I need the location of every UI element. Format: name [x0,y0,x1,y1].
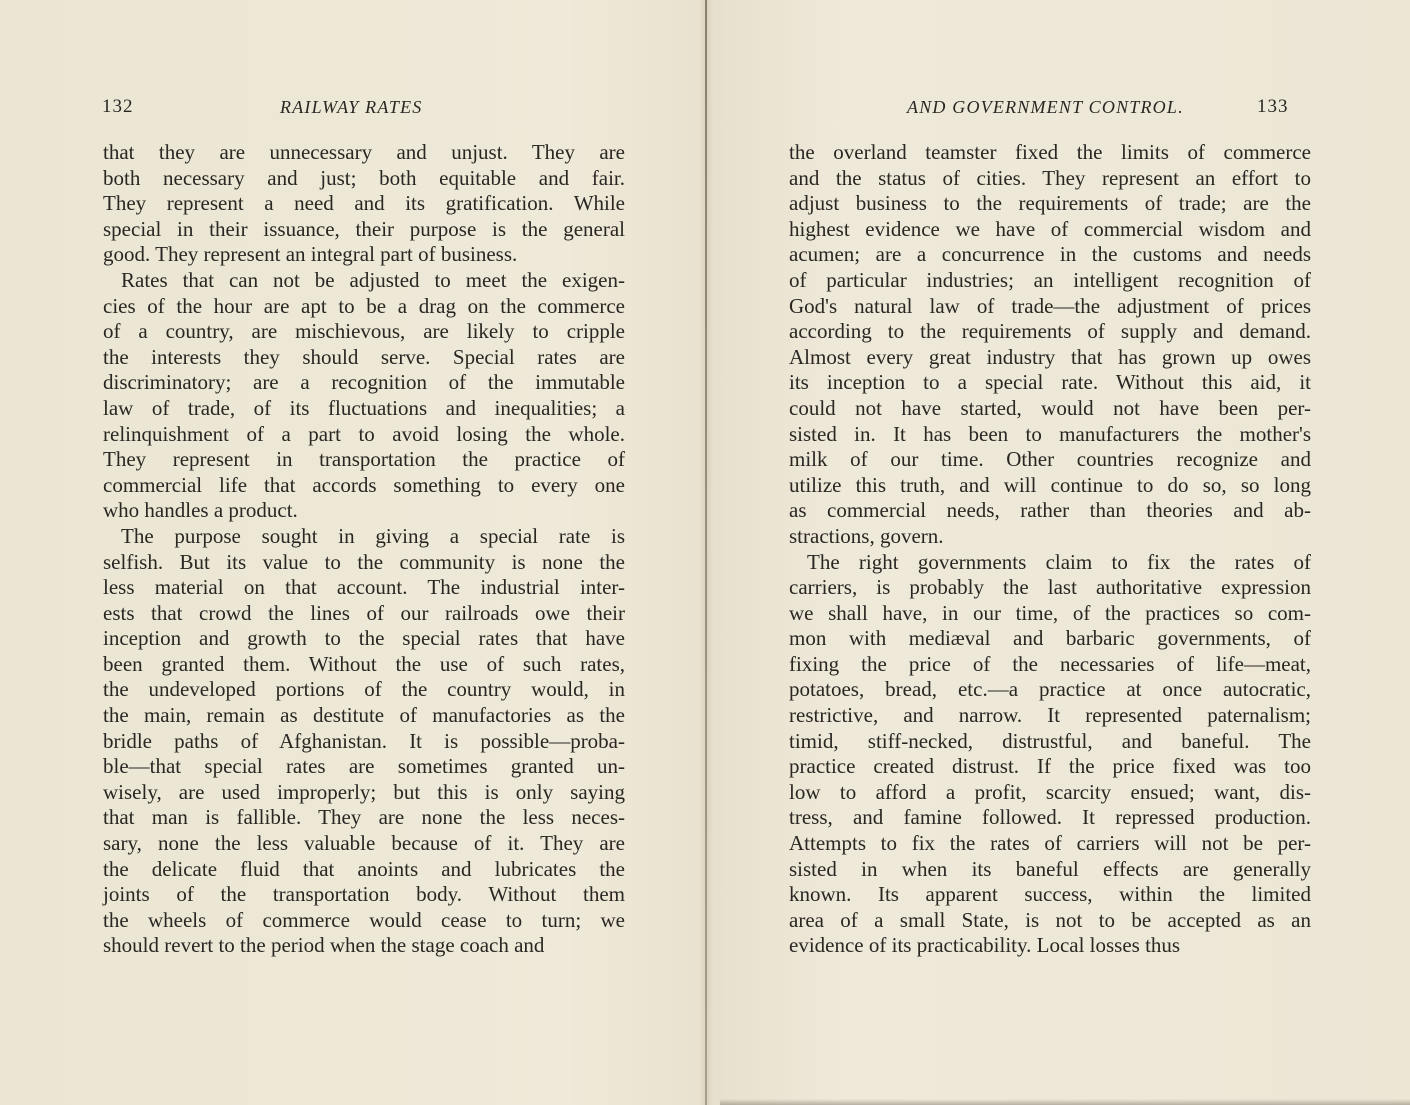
text-line: tress, and famine followed. It repressed production. [789,805,1311,830]
text-line: sary, none the less valuable because of it. They are [103,831,625,856]
text-line: less material on that account. The industrial inter- [103,575,625,600]
text-line: good. They represent an integral part of business. [103,242,518,267]
text-line: the undeveloped portions of the country would, in [103,677,625,702]
text-line: relinquishment of a part to avoid losing the whole. [103,421,625,446]
text-line: milk of our time. Other countries recognize and [789,447,1311,472]
text-line: adjust business to the requirements of trade; are the [789,191,1311,216]
text-line: The purpose sought in giving a special rate is [121,523,625,548]
text-line: inception and growth to the special rates that have [103,626,625,651]
text-line: evidence of its practicability. Local losses thus [789,933,1181,958]
text-line: low to afford a profit, scarcity ensued; want, dis- [789,779,1311,804]
right-running-head [707,96,1410,120]
text-line: They represent in transportation the practice of [103,447,625,472]
text-line: wisely, are used improperly; but this is only saying [103,779,625,804]
text-line: who handles a product. [103,498,298,523]
left-running-title: RAILWAY RATES [280,97,423,117]
right-page [707,0,1410,1105]
text-line: mon with mediæval and barbaric governments, of [789,626,1311,651]
text-line: Rates that can not be adjusted to meet the exigen- [121,267,625,292]
page-bottom-edge [720,1099,1410,1105]
text-line: that man is fallible. They are none the less neces- [103,805,625,830]
text-line: The right governments claim to fix the rates of [807,549,1311,574]
text-line: sisted in. It has been to manufacturers the mother's [789,421,1311,446]
text-line: both necessary and just; both equitable and fair. [103,165,625,190]
text-line: we shall have, in our time, of the practices so com- [789,600,1311,625]
text-line: been granted them. Without the use of such rates, [103,651,625,676]
text-line: could not have started, would not have been per- [789,395,1311,420]
text-line: timid, stiff-necked, distrustful, and baneful. The [789,728,1311,753]
text-line: the overland teamster fixed the limits of commerce [789,140,1311,164]
left-page-number: 132 [102,96,134,117]
text-line: fixing the price of the necessaries of life—meat, [789,651,1311,676]
text-line: restrictive, and narrow. It represented paternalism; [789,703,1311,728]
right-running-title: AND GOVERNMENT CONTROL. [907,97,1184,117]
text-line: the main, remain as destitute of manufactories as the [103,703,625,728]
text-line: the delicate fluid that anoints and lubricates the [103,856,625,881]
text-line: practice created distrust. If the price fixed was too [789,754,1311,779]
text-line: known. Its apparent success, within the limited [789,882,1311,907]
text-line: ble—that special rates are sometimes granted un- [103,754,625,779]
text-line: bridle paths of Afghanistan. It is possible—proba- [103,728,625,753]
text-line: They represent a need and its gratification. While [103,191,625,216]
text-line: carriers, is probably the last authoritative expression [789,575,1311,600]
text-line: acumen; are a concurrence in the customs and needs [789,242,1311,267]
text-line: sisted in when its baneful effects are generally [789,856,1311,881]
text-line: and the status of cities. They represent an effort to [789,165,1311,190]
text-line: as commercial needs, rather than theories and ab- [789,498,1311,523]
text-line: selfish. But its value to the community is none the [103,549,625,574]
right-body-text [789,140,1311,959]
left-running-head [0,96,705,120]
left-body-text [103,140,625,959]
right-page-number: 133 [1257,96,1289,117]
text-line: utilize this truth, and will continue to do so, so long [789,472,1311,497]
text-line: its inception to a special rate. Without this aid, it [789,370,1311,395]
text-line: discriminatory; are a recognition of the immutable [103,370,625,395]
text-line: that they are unnecessary and unjust. They are [103,140,625,164]
text-line: stractions, govern. [789,523,944,548]
text-line: should revert to the period when the stage coach and [103,933,545,958]
text-line: law of trade, of its fluctuations and inequalities; a [103,395,625,420]
text-line: Attempts to fix the rates of carriers will not be per- [789,831,1311,856]
text-line: joints of the transportation body. Without them [103,882,625,907]
text-line: Almost every great industry that has grown up owes [789,344,1311,369]
text-line: God's natural law of trade—the adjustment of prices [789,293,1311,318]
text-line: of a country, are mischievous, are likely to cripple [103,319,625,344]
text-line: cies of the hour are apt to be a drag on the commerce [103,293,625,318]
text-line: highest evidence we have of commercial wisdom and [789,216,1311,241]
text-line: the interests they should serve. Special rates are [103,344,625,369]
text-line: area of a small State, is not to be accepted as an [789,907,1311,932]
text-line: potatoes, bread, etc.—a practice at once autocratic, [789,677,1311,702]
text-line: according to the requirements of supply and demand. [789,319,1311,344]
text-line: ests that crowd the lines of our railroads owe their [103,600,625,625]
text-line: special in their issuance, their purpose is the general [103,216,625,241]
text-line: of particular industries; an intelligent recognition of [789,267,1311,292]
text-line: commercial life that accords something to every one [103,472,625,497]
text-line: the wheels of commerce would cease to turn; we [103,907,625,932]
